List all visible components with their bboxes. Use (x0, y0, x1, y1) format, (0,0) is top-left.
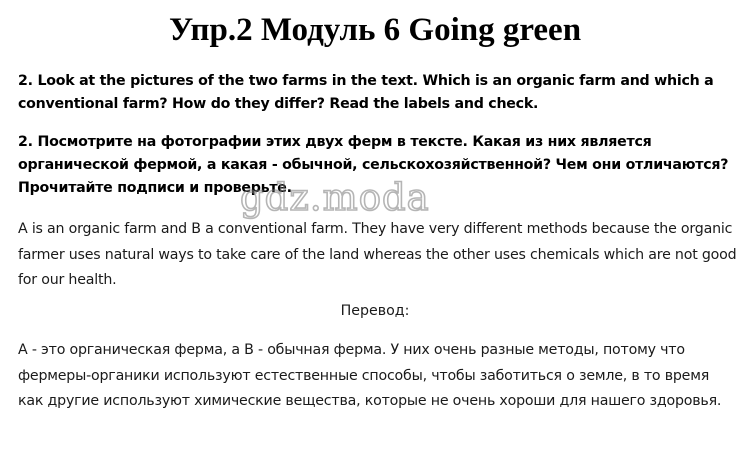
watermark-logo: gdz.moda (240, 176, 430, 219)
task-russian: 2. Посмотрите на фотографии этих двух ферм в тексте. Какая из них является органической фермой, а какая - обычной, сельскохозяйственной? Чем они отличаются? Прочитайте подписи и проверьте. (18, 134, 729, 196)
translation-label: Перевод: (340, 303, 410, 319)
page-title: Упр.2 Модуль 6 Going green (168, 12, 582, 48)
answer-english: A is an organic farm and B a conventional farm. They have very different methods because the organic farmer uses natural ways to take care of the land whereas the other uses chemicals which are not good for our health. (18, 221, 737, 288)
task-english: 2. Look at the pictures of the two farms in the text. Which is an organic farm and which a conventional farm? How do they differ? Read the labels and check. (18, 73, 714, 112)
answer-russian: А - это органическая ферма, а В - обычная ферма. У них очень разные методы, потому что фермеры-органики используют естественные способы, чтобы заботиться о земле, в то время как другие используют химические вещества, которые не очень хороши для нашего здоровья. (18, 342, 722, 409)
